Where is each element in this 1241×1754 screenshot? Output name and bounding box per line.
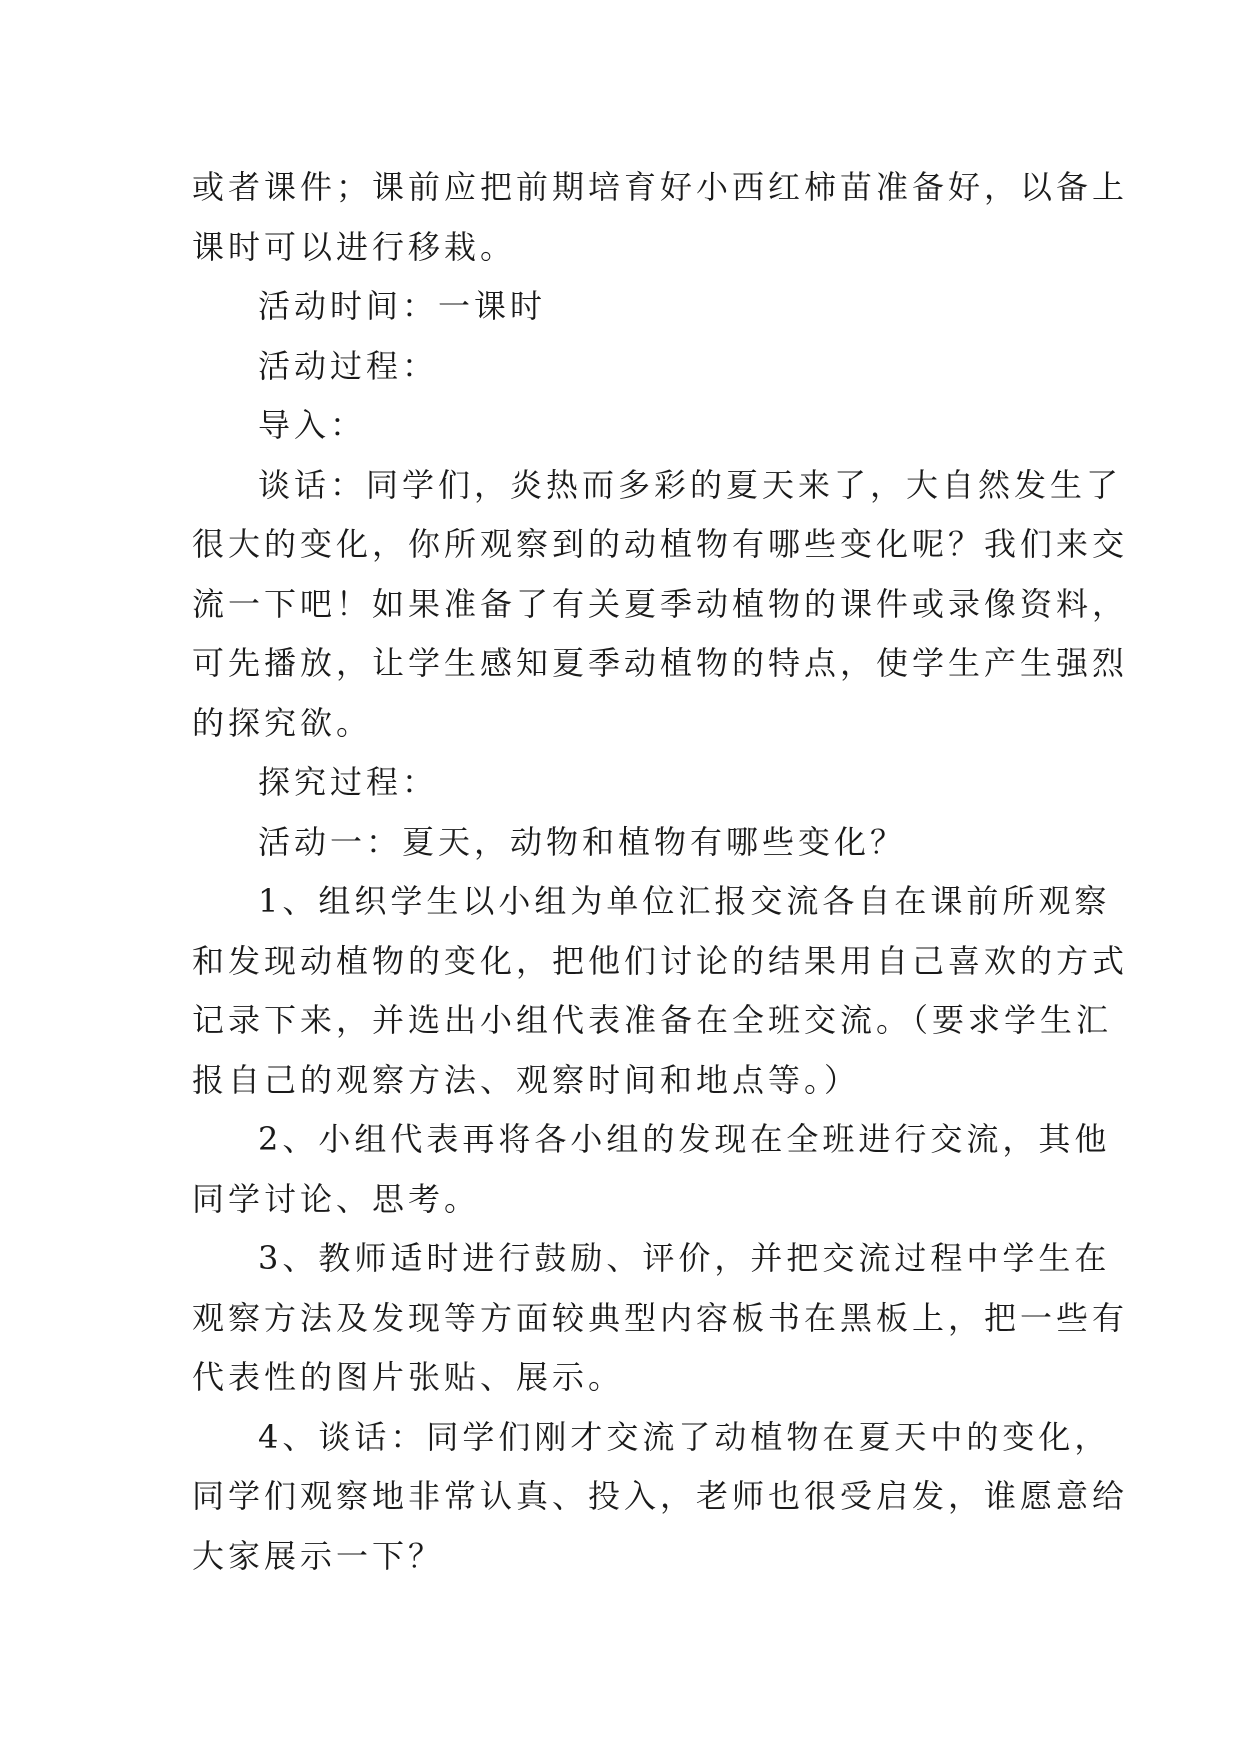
text-line: 代表性的图片张贴、展示。 bbox=[192, 1358, 625, 1396]
text-line: 大家展示一下？ bbox=[192, 1536, 445, 1575]
text-line: 课时可以进行移栽。 bbox=[192, 227, 517, 266]
text-line: 很大的变化，你所观察到的动植物有哪些变化呢？我们来交 bbox=[192, 525, 1129, 563]
text-line: 4、谈话：同学们刚才交流了动植物在夏天中的变化， bbox=[258, 1417, 1111, 1456]
document-body bbox=[192, 158, 1129, 1586]
text-line: 活动过程： bbox=[258, 346, 439, 385]
text-line: 2、小组代表再将各小组的发现在全班进行交流，其他 bbox=[258, 1120, 1111, 1158]
text-line: 可先播放，让学生感知夏季动植物的特点，使学生产生强烈 bbox=[192, 644, 1129, 682]
text-line: 谈话：同学们，炎热而多彩的夏天来了，大自然发生了 bbox=[258, 465, 1123, 504]
text-line: 的探究欲。 bbox=[192, 703, 373, 742]
text-line: 活动一：夏天，动物和植物有哪些变化？ bbox=[258, 822, 907, 861]
text-line: 或者课件；课前应把前期培育好小西红柿苗准备好，以备上 bbox=[192, 168, 1129, 206]
text-line: 1、组织学生以小组为单位汇报交流各自在课前所观察 bbox=[258, 882, 1111, 920]
text-line: 观察方法及发现等方面较典型内容板书在黑板上，把一些有 bbox=[192, 1298, 1129, 1337]
text-line: 和发现动植物的变化，把他们讨论的结果用自己喜欢的方式 bbox=[192, 941, 1129, 980]
text-line: 流一下吧！如果准备了有关夏季动植物的课件或录像资料， bbox=[192, 584, 1129, 623]
text-line: 记录下来，并选出小组代表准备在全班交流。（要求学生汇 bbox=[192, 1001, 1113, 1039]
text-line: 报自己的观察方法、观察时间和地点等。） bbox=[192, 1060, 861, 1099]
text-line: 导入： bbox=[258, 406, 367, 444]
text-line: 3、教师适时进行鼓励、评价，并把交流过程中学生在 bbox=[258, 1239, 1111, 1277]
text-line: 探究过程： bbox=[258, 763, 439, 801]
text-line: 同学讨论、思考。 bbox=[192, 1179, 481, 1218]
text-line: 同学们观察地非常认真、投入，老师也很受启发，谁愿意给 bbox=[192, 1477, 1129, 1515]
text-line: 活动时间：一课时 bbox=[258, 287, 547, 325]
